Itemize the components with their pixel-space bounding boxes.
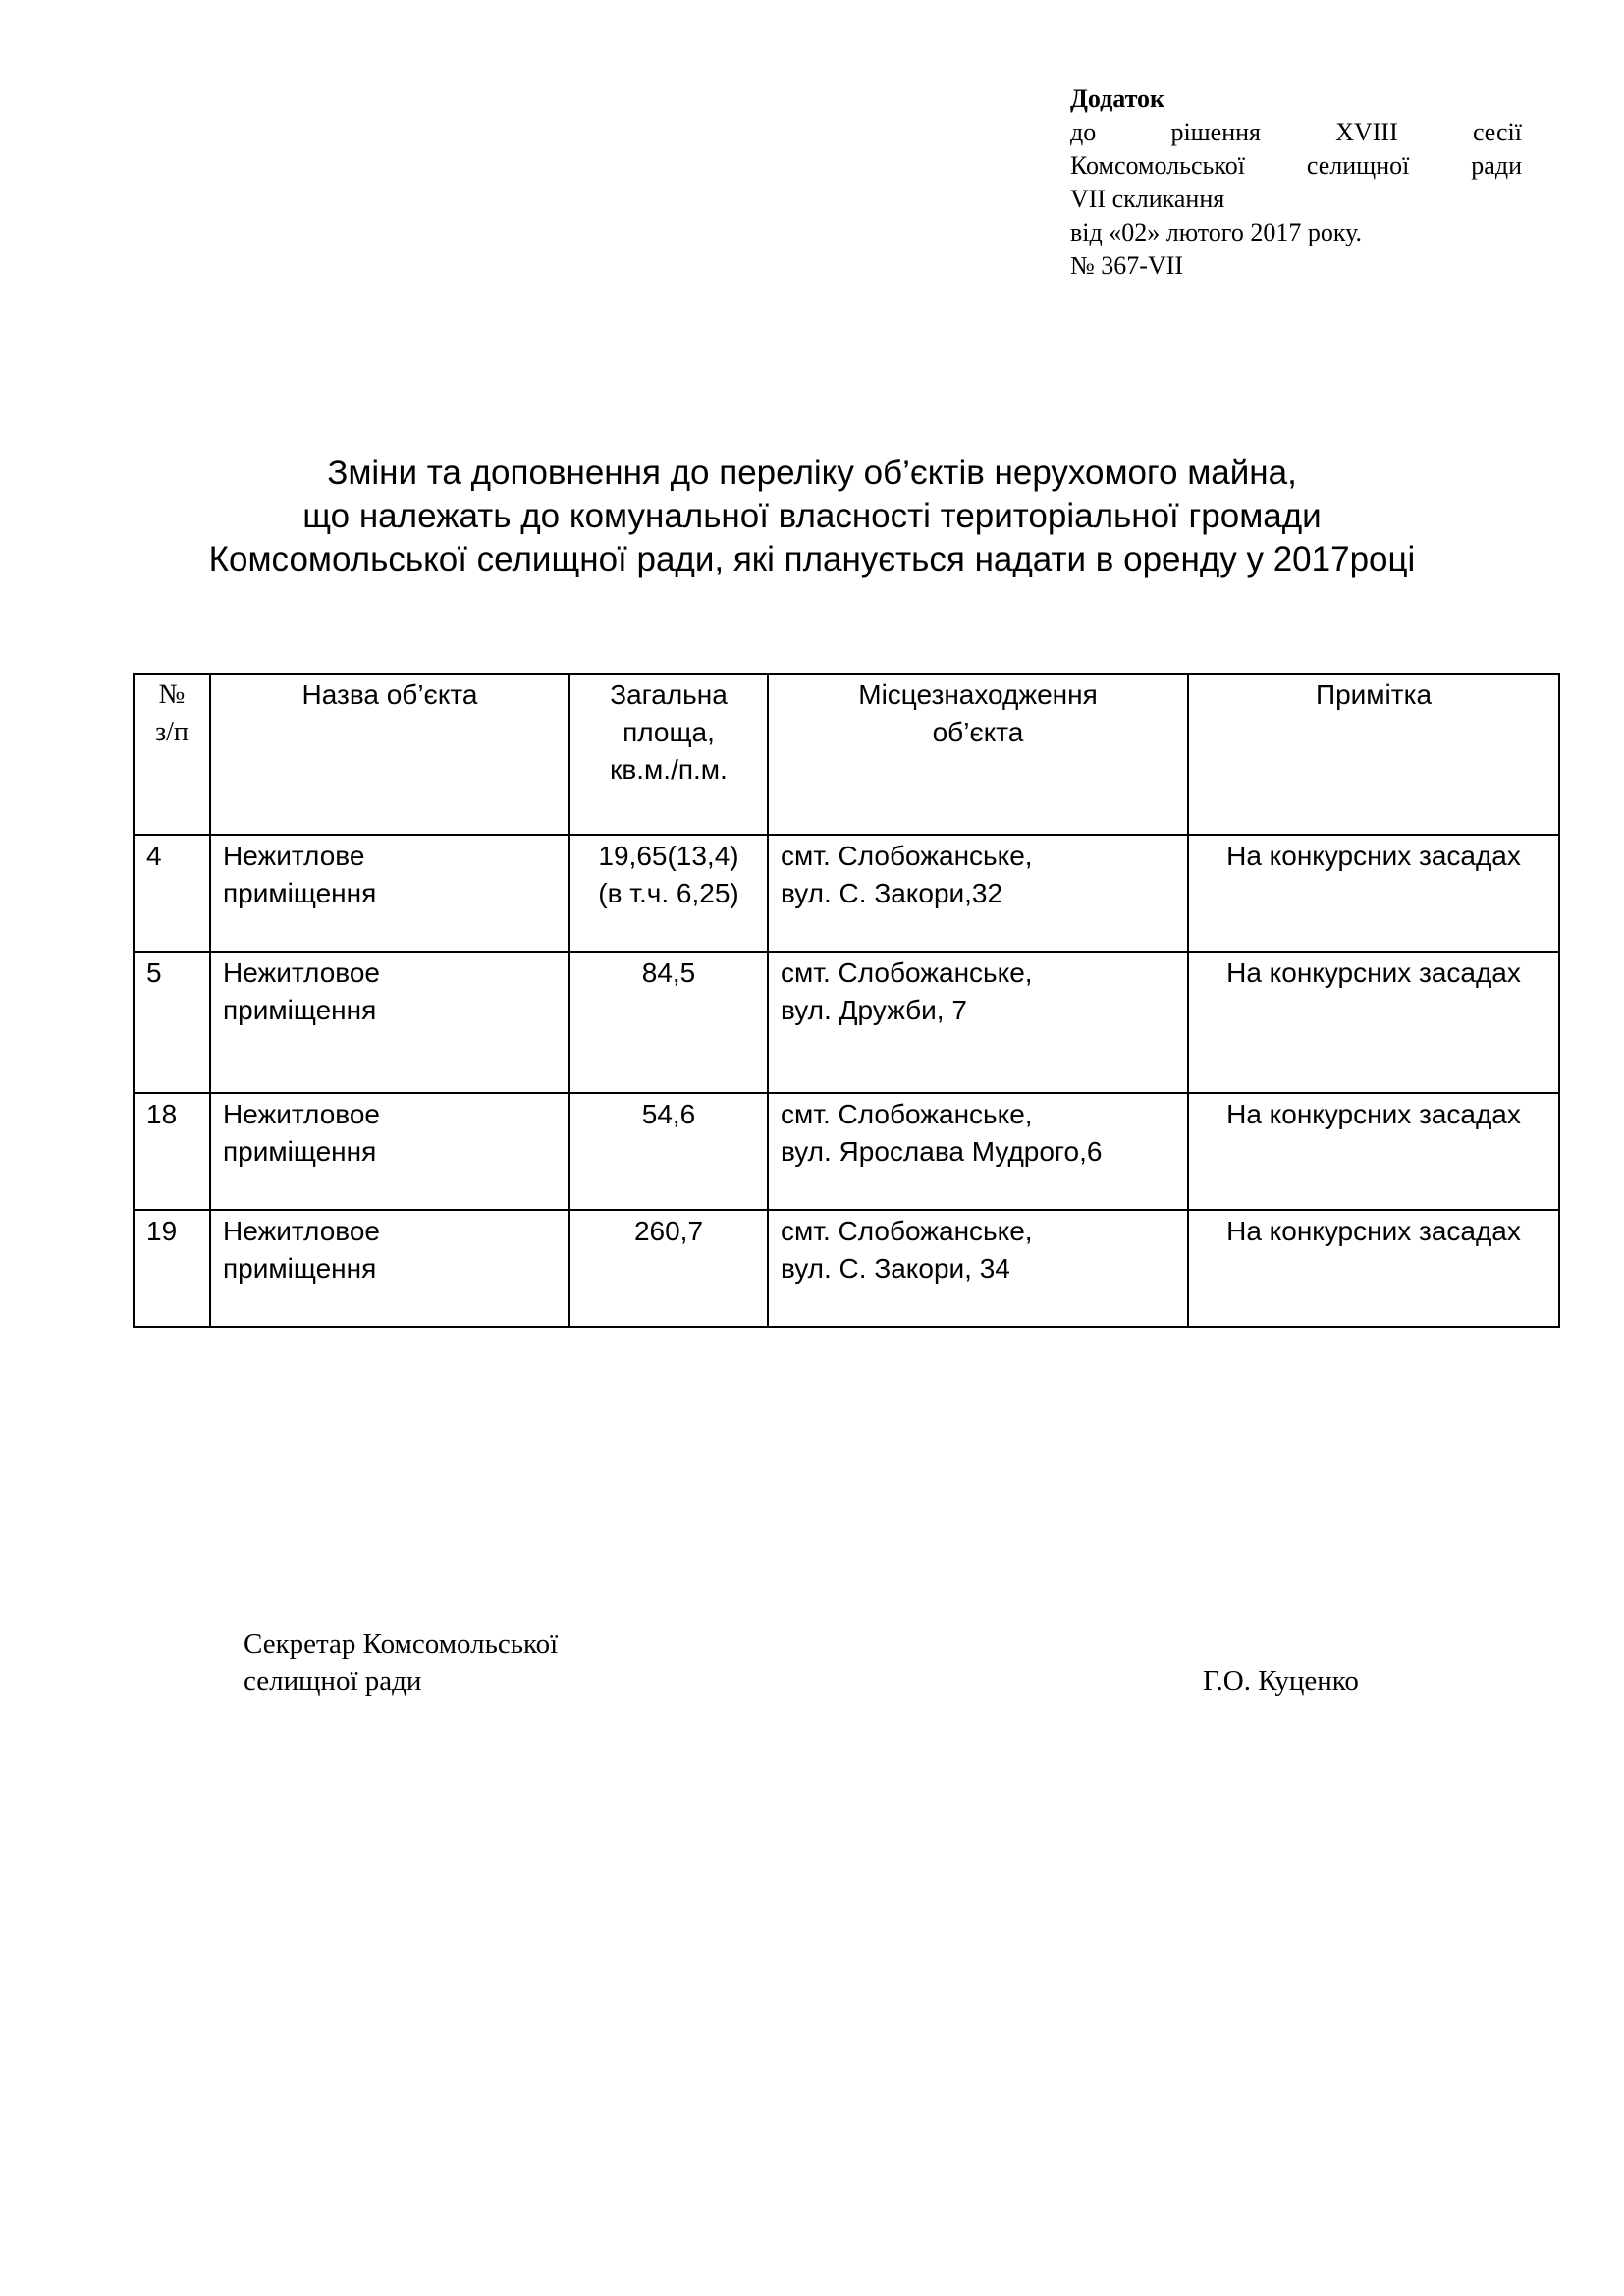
signature-position-line: селищної ради xyxy=(244,1666,422,1697)
header-name: Назва об’єкта xyxy=(210,674,569,835)
cell-name: Нежитловое приміщення xyxy=(210,952,569,1093)
annex-word: Комсомольської xyxy=(1070,151,1245,180)
header-area: Загальна площа, кв.м./п.м. xyxy=(569,674,768,835)
annex-title: Додаток xyxy=(1070,84,1165,113)
cell-location: смт. Слобожанське, вул. С. Закори,32 xyxy=(768,835,1188,952)
objects-table xyxy=(133,673,1560,1328)
cell-num: 5 xyxy=(134,952,210,1093)
annex-line-1 xyxy=(1070,116,1522,149)
title-line: що належать до комунальної власності територіальної громади xyxy=(302,497,1322,535)
table-row xyxy=(134,1210,1559,1327)
header-location: Місцезнаходження об’єкта xyxy=(768,674,1188,835)
cell-num: 19 xyxy=(134,1210,210,1327)
annex-word: сесії xyxy=(1472,118,1522,146)
annex-word: ради xyxy=(1471,151,1522,180)
annex-line-5: № 367-VII xyxy=(1070,251,1184,280)
annex-word: до xyxy=(1070,118,1097,146)
cell-location: смт. Слобожанське, вул. Ярослава Мудрого,6 xyxy=(768,1093,1188,1210)
cell-area: 54,6 xyxy=(569,1093,768,1210)
cell-location: смт. Слобожанське, вул. Дружби, 7 xyxy=(768,952,1188,1093)
annex-block xyxy=(1070,82,1522,283)
cell-name: Нежитлове приміщення xyxy=(210,835,569,952)
header-num: № з/п xyxy=(134,674,210,835)
cell-area: 19,65(13,4) (в т.ч. 6,25) xyxy=(569,835,768,952)
table-row xyxy=(134,1093,1559,1210)
annex-word: XVIII xyxy=(1335,118,1398,146)
annex-line-3: VII скликання xyxy=(1070,185,1225,213)
table-row xyxy=(134,835,1559,952)
annex-word: селищної xyxy=(1306,151,1410,180)
cell-name: Нежитловое приміщення xyxy=(210,1093,569,1210)
cell-note: На конкурсних засадах xyxy=(1188,1093,1559,1210)
signature-name: Г.О. Куценко xyxy=(1203,1666,1359,1697)
title-line: Зміни та доповнення до переліку об’єктів нерухомого майна, xyxy=(327,454,1297,492)
document-title xyxy=(0,452,1624,581)
annex-line-4: від «02» лютого 2017 року. xyxy=(1070,218,1362,246)
cell-note: На конкурсних засадах xyxy=(1188,952,1559,1093)
signature-position-line: Секретар Комсомольської xyxy=(244,1628,559,1660)
cell-num: 4 xyxy=(134,835,210,952)
cell-note: На конкурсних засадах xyxy=(1188,835,1559,952)
cell-num: 18 xyxy=(134,1093,210,1210)
signature-position xyxy=(244,1625,558,1700)
table-header-row xyxy=(134,674,1559,835)
header-note: Примітка xyxy=(1188,674,1559,835)
cell-location: смт. Слобожанське, вул. С. Закори, 34 xyxy=(768,1210,1188,1327)
table-row xyxy=(134,952,1559,1093)
title-line: Комсомольської селищної ради, які планується надати в оренду у 2017році xyxy=(208,540,1416,578)
annex-line-2 xyxy=(1070,149,1522,183)
cell-name: Нежитловое приміщення xyxy=(210,1210,569,1327)
annex-word: рішення xyxy=(1170,118,1262,146)
cell-note: На конкурсних засадах xyxy=(1188,1210,1559,1327)
cell-area: 84,5 xyxy=(569,952,768,1093)
cell-area: 260,7 xyxy=(569,1210,768,1327)
